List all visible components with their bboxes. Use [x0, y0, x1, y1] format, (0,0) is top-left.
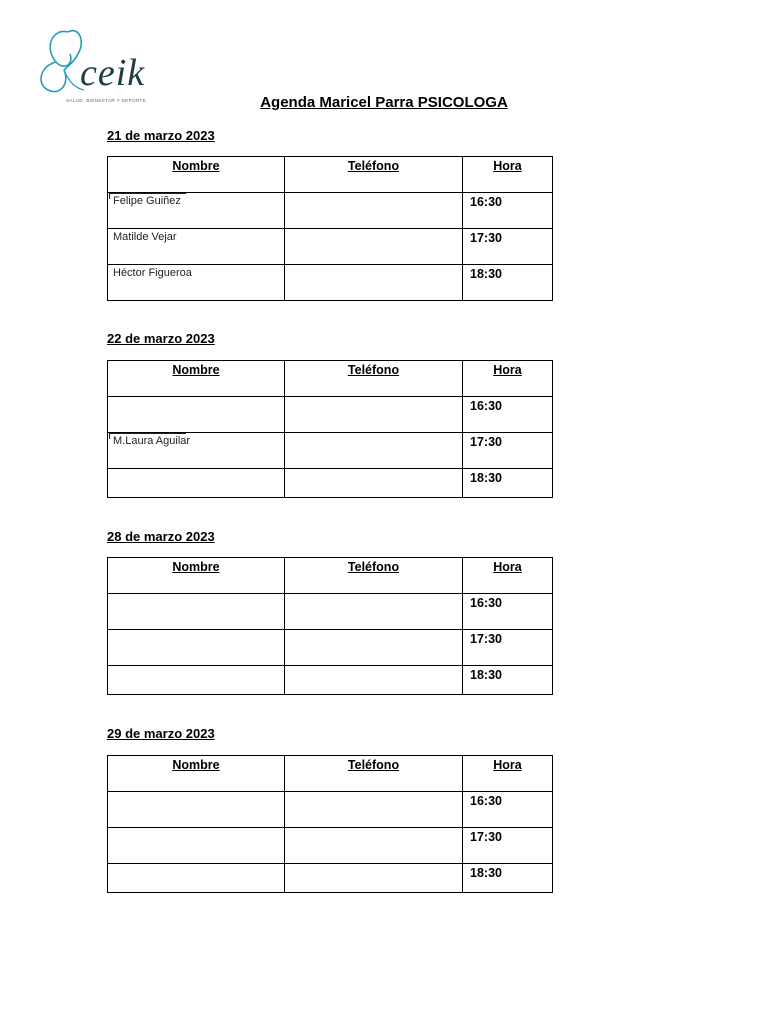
time-cell: 17:30 — [463, 828, 553, 864]
time-cell: 17:30 — [463, 229, 553, 265]
name-cell: M.Laura Aguilar — [108, 433, 285, 469]
time-cell: 17:30 — [463, 433, 553, 469]
name-cell — [108, 666, 285, 695]
header-hora: Hora — [463, 558, 553, 594]
phone-cell — [285, 193, 463, 229]
phone-cell — [285, 828, 463, 864]
phone-cell — [285, 469, 463, 498]
table-header-row — [108, 157, 553, 193]
table-row — [108, 594, 553, 630]
time-cell: 18:30 — [463, 666, 553, 695]
header-hora: Hora — [463, 157, 553, 193]
header-telefono: Teléfono — [285, 558, 463, 594]
header-hora: Hora — [463, 361, 553, 397]
header-hora: Hora — [463, 756, 553, 792]
day-heading: 22 de marzo 2023 — [107, 331, 215, 346]
table-header-row — [108, 558, 553, 594]
day-heading: 21 de marzo 2023 — [107, 128, 215, 143]
name-cell — [108, 397, 285, 433]
phone-cell — [285, 864, 463, 893]
phone-cell — [285, 792, 463, 828]
name-cell — [108, 469, 285, 498]
table-row — [108, 792, 553, 828]
table-row — [108, 397, 553, 433]
table-row — [108, 193, 553, 229]
table-row — [108, 433, 553, 469]
name-cell — [108, 792, 285, 828]
header-nombre: Nombre — [108, 361, 285, 397]
table-row — [108, 469, 553, 498]
name-cell — [108, 864, 285, 893]
header-nombre: Nombre — [108, 558, 285, 594]
name-cell: Matilde Vejar — [108, 229, 285, 265]
phone-cell — [285, 630, 463, 666]
table-header-row — [108, 756, 553, 792]
table-row — [108, 265, 553, 301]
phone-cell — [285, 229, 463, 265]
time-cell: 18:30 — [463, 469, 553, 498]
schedule-table — [107, 156, 553, 301]
header-nombre: Nombre — [108, 756, 285, 792]
schedule-table — [107, 360, 553, 498]
name-cell — [108, 594, 285, 630]
document-title: Agenda Maricel Parra PSICOLOGA — [260, 94, 508, 111]
table-row — [108, 666, 553, 695]
time-cell: 18:30 — [463, 864, 553, 893]
day-heading: 28 de marzo 2023 — [107, 529, 215, 544]
phone-cell — [285, 397, 463, 433]
table-row — [108, 828, 553, 864]
logo-tagline: SALUD, BIENESTAR Y DEPORTE — [66, 98, 147, 103]
time-cell: 16:30 — [463, 193, 553, 229]
header-telefono: Teléfono — [285, 157, 463, 193]
time-cell: 16:30 — [463, 792, 553, 828]
name-cell: Héctor Figueroa — [108, 265, 285, 301]
schedule-table — [107, 755, 553, 893]
table-row — [108, 630, 553, 666]
table-header-row — [108, 361, 553, 397]
day-heading: 29 de marzo 2023 — [107, 726, 215, 741]
name-cell: Felipe Guiñez — [108, 193, 285, 229]
header-telefono: Teléfono — [285, 756, 463, 792]
time-cell: 16:30 — [463, 397, 553, 433]
logo-wordmark: ceik — [80, 52, 146, 94]
header-nombre: Nombre — [108, 157, 285, 193]
name-cell — [108, 630, 285, 666]
time-cell: 16:30 — [463, 594, 553, 630]
table-row — [108, 229, 553, 265]
schedule-table — [107, 557, 553, 695]
time-cell: 18:30 — [463, 265, 553, 301]
time-cell: 17:30 — [463, 630, 553, 666]
phone-cell — [285, 265, 463, 301]
header-telefono: Teléfono — [285, 361, 463, 397]
table-row — [108, 864, 553, 893]
phone-cell — [285, 666, 463, 695]
phone-cell — [285, 594, 463, 630]
phone-cell — [285, 433, 463, 469]
name-cell — [108, 828, 285, 864]
